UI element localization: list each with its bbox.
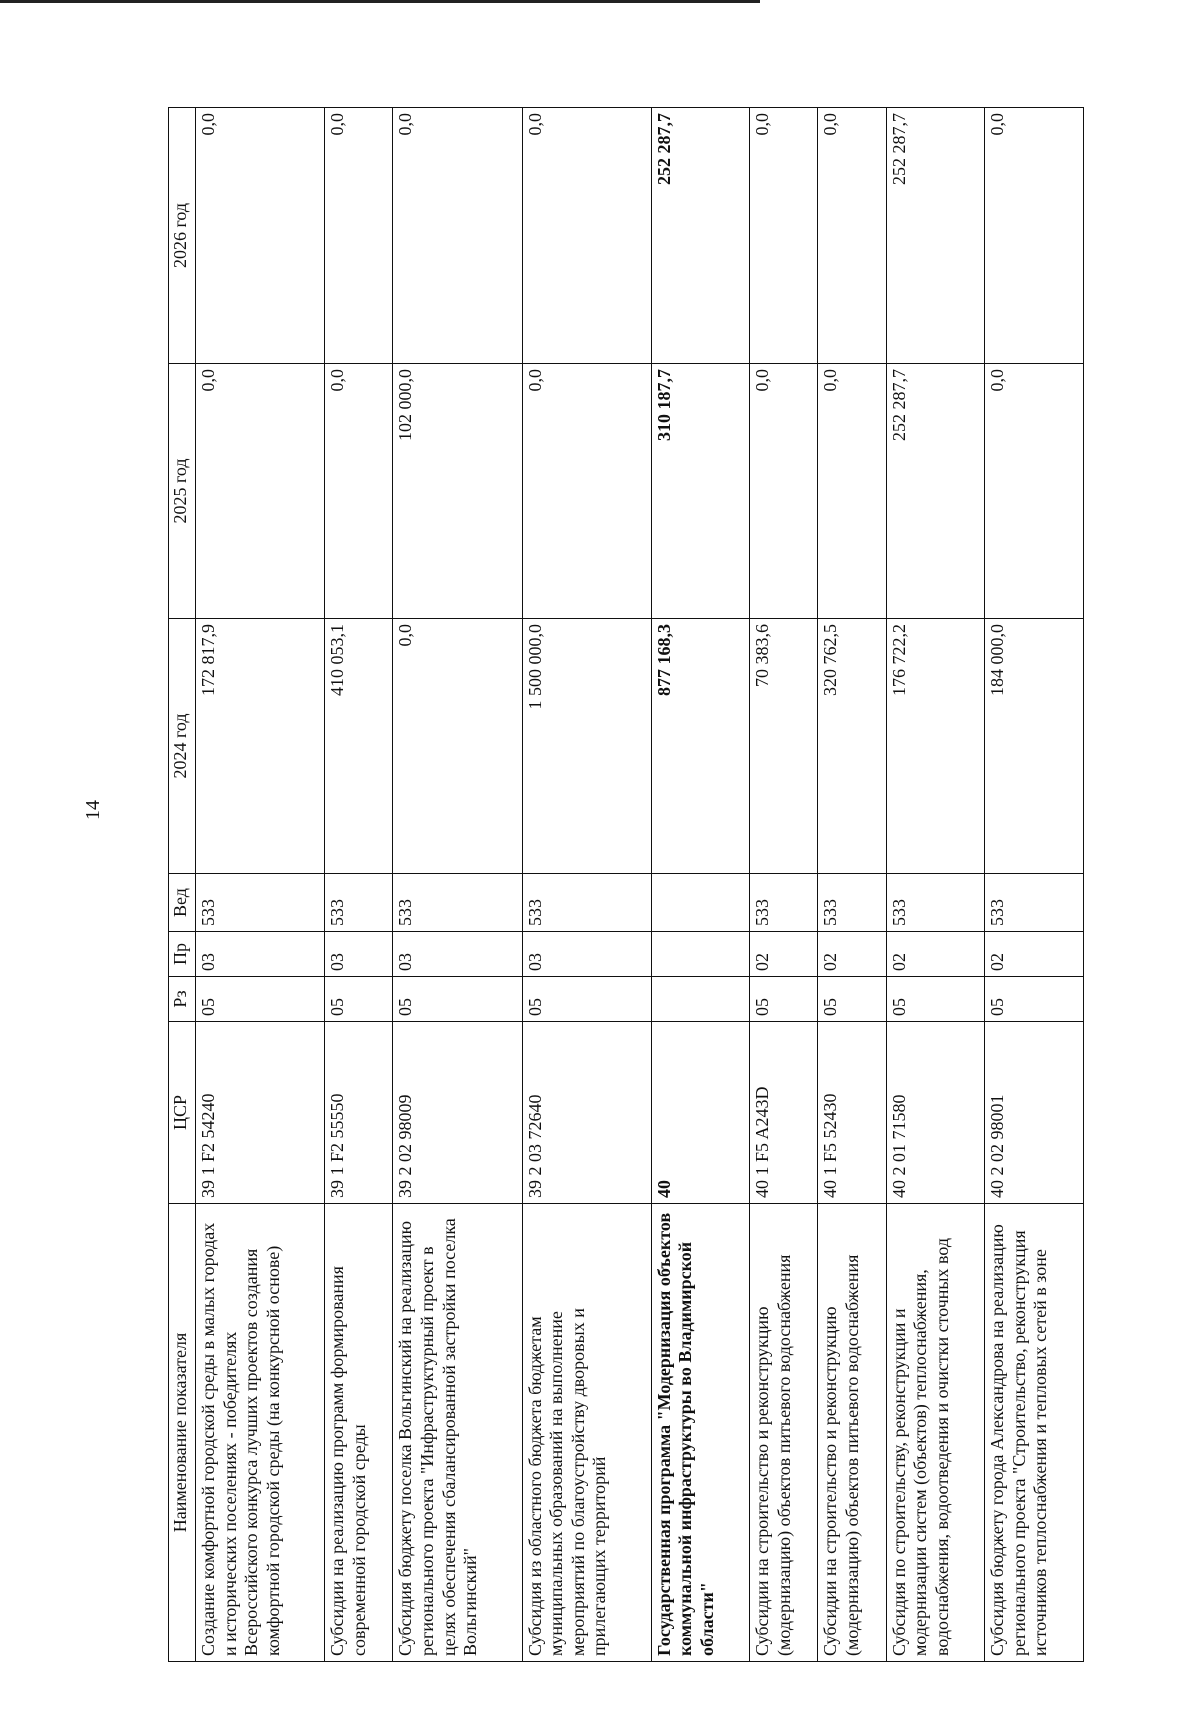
header-2024: 2024 год	[169, 619, 196, 874]
cell-2026: 0,0	[818, 108, 886, 364]
cell-2026: 0,0	[985, 108, 1084, 364]
cell-rz: 05	[750, 977, 818, 1022]
cell-csr: 40 2 02 98001	[985, 1022, 1084, 1204]
cell-2025: 310 187,7	[651, 364, 750, 619]
cell-csr: 40 1 F5 A243D	[750, 1022, 818, 1204]
cell-csr: 39 1 F2 55550	[325, 1022, 393, 1204]
cell-name: Субсидия бюджету города Александрова на реализацию регионального проекта "Строительство, реконструкция источников теплоснабжения и тепловых сетей в зоне	[985, 1204, 1084, 1662]
table-row	[522, 108, 651, 1662]
cell-2025: 0,0	[522, 364, 651, 619]
table-row	[196, 108, 325, 1662]
cell-name: Создание комфортной городской среды в малых городах и исторических поселениях - победителях Всероссийского конкурса лучших проектов создания комфортной городской среды (на конкурсной основе)	[196, 1204, 325, 1662]
cell-ved: 533	[522, 874, 651, 932]
header-ved: Вед	[169, 874, 196, 932]
cell-ved: 533	[325, 874, 393, 932]
cell-csr: 40 1 F5 52430	[818, 1022, 886, 1204]
cell-ved: 533	[985, 874, 1084, 932]
cell-2026: 0,0	[325, 108, 393, 364]
cell-pr: 03	[325, 932, 393, 977]
table-header-row	[169, 108, 196, 1662]
cell-pr	[651, 932, 750, 977]
cell-rz: 05	[886, 977, 985, 1022]
cell-2025: 102 000,0	[393, 364, 522, 619]
cell-2025: 0,0	[325, 364, 393, 619]
table-row	[750, 108, 818, 1662]
cell-ved: 533	[196, 874, 325, 932]
cell-csr: 40	[651, 1022, 750, 1204]
table-row	[393, 108, 522, 1662]
cell-pr: 02	[886, 932, 985, 977]
cell-rz: 05	[985, 977, 1084, 1022]
cell-2024: 70 383,6	[750, 619, 818, 874]
cell-rz: 05	[196, 977, 325, 1022]
cell-2024: 320 762,5	[818, 619, 886, 874]
cell-ved: 533	[886, 874, 985, 932]
cell-rz: 05	[818, 977, 886, 1022]
cell-rz	[651, 977, 750, 1022]
cell-rz: 05	[522, 977, 651, 1022]
cell-2026: 0,0	[393, 108, 522, 364]
top-edge-line	[0, 0, 760, 3]
cell-name: Субсидия по строительству, реконструкции и модернизации систем (объектов) теплоснабжения, водоснабжения, водоотведения и очистки сточных вод	[886, 1204, 985, 1662]
cell-pr: 03	[196, 932, 325, 977]
cell-pr: 02	[818, 932, 886, 977]
cell-ved: 533	[750, 874, 818, 932]
table-row	[818, 108, 886, 1662]
cell-2025: 0,0	[750, 364, 818, 619]
cell-2026: 252 287,7	[886, 108, 985, 364]
cell-pr: 03	[393, 932, 522, 977]
cell-csr: 40 2 01 71580	[886, 1022, 985, 1204]
header-name: Наименование показателя	[169, 1204, 196, 1662]
cell-2026: 252 287,7	[651, 108, 750, 364]
table-body	[196, 108, 1084, 1662]
cell-2025: 252 287,7	[886, 364, 985, 619]
cell-rz: 05	[325, 977, 393, 1022]
table-row	[886, 108, 985, 1662]
cell-2026: 0,0	[196, 108, 325, 364]
table-row	[985, 108, 1084, 1662]
cell-csr: 39 2 02 98009	[393, 1022, 522, 1204]
cell-2024: 176 722,2	[886, 619, 985, 874]
page-number: 14	[82, 800, 104, 820]
cell-pr: 02	[750, 932, 818, 977]
cell-2024: 172 817,9	[196, 619, 325, 874]
cell-2026: 0,0	[750, 108, 818, 364]
cell-ved	[651, 874, 750, 932]
cell-csr: 39 1 F2 54240	[196, 1022, 325, 1204]
cell-2024: 0,0	[393, 619, 522, 874]
cell-2025: 0,0	[196, 364, 325, 619]
cell-pr: 03	[522, 932, 651, 977]
table-row	[325, 108, 393, 1662]
cell-name: Субсидии на строительство и реконструкцию (модернизацию) объектов питьевого водоснабжения	[818, 1204, 886, 1662]
cell-2024: 410 053,1	[325, 619, 393, 874]
header-rz: Рз	[169, 977, 196, 1022]
budget-table	[168, 107, 1084, 1662]
cell-name: Субсидии на строительство и реконструкцию (модернизацию) объектов питьевого водоснабжения	[750, 1204, 818, 1662]
cell-2024: 877 168,3	[651, 619, 750, 874]
table-row	[651, 108, 750, 1662]
cell-ved: 533	[818, 874, 886, 932]
cell-name: Государственная программа "Модернизация объектов коммунальной инфраструктуры во Владимирской области"	[651, 1204, 750, 1662]
cell-csr: 39 2 03 72640	[522, 1022, 651, 1204]
header-2026: 2026 год	[169, 108, 196, 364]
cell-2024: 184 000,0	[985, 619, 1084, 874]
cell-2024: 1 500 000,0	[522, 619, 651, 874]
cell-name: Субсидия из областного бюджета бюджетам муниципальных образований на выполнение мероприятий по благоустройству дворовых и прилегающих территорий	[522, 1204, 651, 1662]
rotated-table-container	[168, 108, 1084, 1662]
cell-rz: 05	[393, 977, 522, 1022]
cell-2026: 0,0	[522, 108, 651, 364]
header-2025: 2025 год	[169, 364, 196, 619]
cell-2025: 0,0	[818, 364, 886, 619]
cell-2025: 0,0	[985, 364, 1084, 619]
cell-name: Субсидии на реализацию программ формирования современной городской среды	[325, 1204, 393, 1662]
cell-name: Субсидия бюджету поселка Вольгинский на реализацию регионального проекта "Инфраструктурный проект в целях обеспечения сбалансированной застройки поселка Вольгинский"	[393, 1204, 522, 1662]
cell-ved: 533	[393, 874, 522, 932]
cell-pr: 02	[985, 932, 1084, 977]
header-pr: Пр	[169, 932, 196, 977]
header-csr: ЦСР	[169, 1022, 196, 1204]
